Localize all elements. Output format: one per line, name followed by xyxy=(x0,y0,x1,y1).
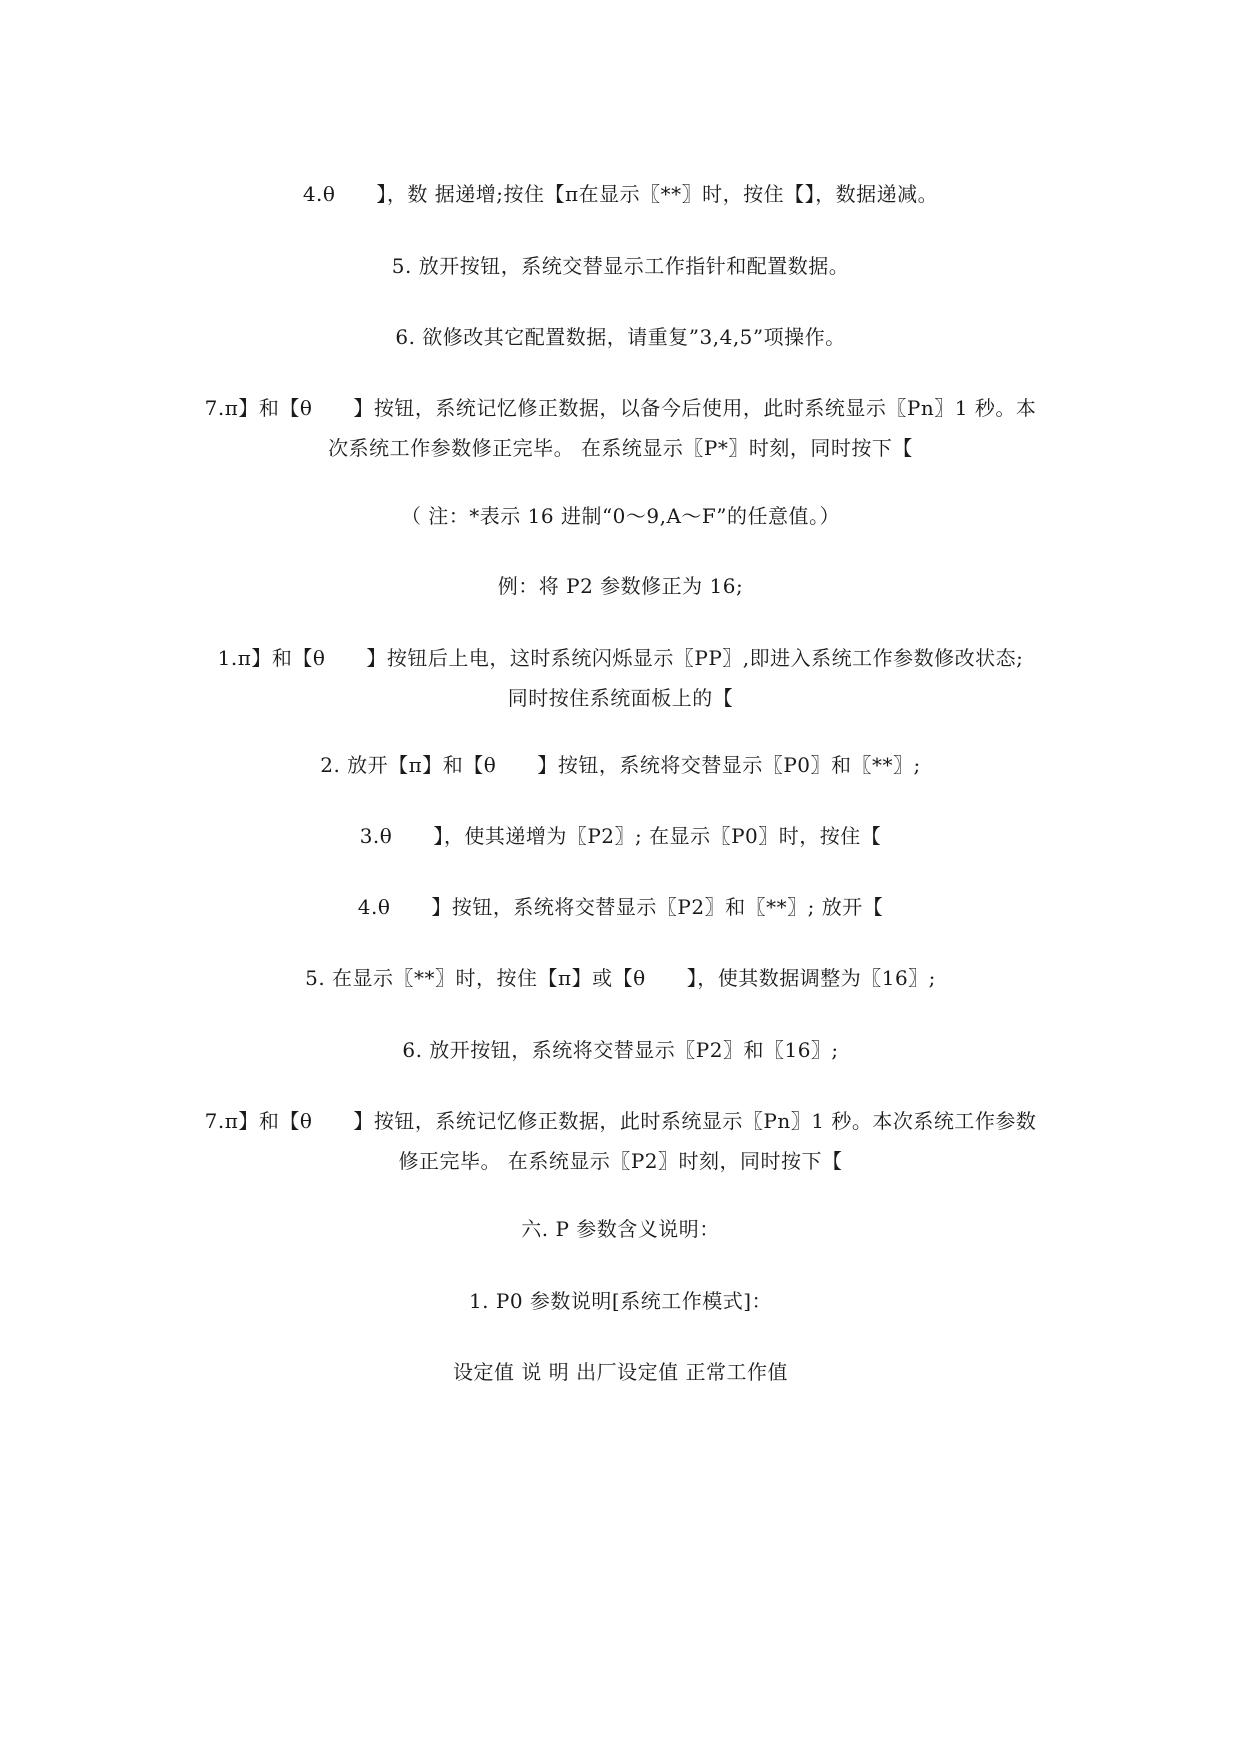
paragraph-step-4-increment xyxy=(150,174,1091,214)
table-header-row xyxy=(150,1352,1091,1392)
paragraph-example-step-5 xyxy=(150,958,1091,998)
text-line: 修正完毕。 在系统显示〖P2〗时刻，同时按下【 xyxy=(398,1149,843,1173)
text-line: 5. 在显示〖**〗时，按住【π】或【θ 】，使其数据调整为〖16〗; xyxy=(305,966,936,990)
paragraph-example-step-1 xyxy=(150,638,1091,718)
paragraph-example-step-2 xyxy=(150,745,1091,785)
text-line: 5. 放开按钮，系统交替显示工作指针和配置数据。 xyxy=(391,254,850,278)
text-line: 4.θ 】按钮，系统将交替显示〖P2〗和〖**〗; 放开【 xyxy=(357,895,884,919)
text-line: 4.θ 】，数 据递增;按住【π在显示〖**〗时，按住【】，数据递减。 xyxy=(302,182,939,206)
paragraph-example-step-4 xyxy=(150,887,1091,927)
text-line: （ 注：*表示 16 进制“0～9,A～F”的任意值。） xyxy=(400,504,841,528)
subsection-heading-p0 xyxy=(150,1281,1091,1321)
paragraph-example-title xyxy=(150,566,1091,606)
paragraph-note-hex xyxy=(150,496,1091,536)
paragraph-example-step-3 xyxy=(150,816,1091,856)
text-line: 1.π】和【θ 】按钮后上电，这时系统闪烁显示〖PP〗,即进入系统工作参数修改状态; xyxy=(217,646,1024,670)
text-line: 7.π】和【θ 】按钮，系统记忆修正数据，以备今后使用，此时系统显示〖Pn〗1 秒。本 xyxy=(204,396,1037,420)
text-line: 例：将 P2 参数修正为 16; xyxy=(497,574,744,598)
section-heading-p-params xyxy=(150,1209,1091,1249)
text-line: 3.θ 】，使其递增为〖P2〗; 在显示〖P0〗时，按住【 xyxy=(359,824,882,848)
paragraph-example-step-6 xyxy=(150,1030,1091,1070)
text-line: 同时按住系统面板上的【 xyxy=(507,686,734,710)
text-line: 次系统工作参数修正完毕。 在系统显示〖P*〗时刻，同时按下【 xyxy=(328,436,913,460)
text-line: 六. P 参数含义说明： xyxy=(521,1217,720,1241)
paragraph-step-6-repeat xyxy=(150,317,1091,357)
paragraph-step-7-save xyxy=(150,388,1091,468)
text-line: 设定值 说 明 出厂设定值 正常工作值 xyxy=(453,1360,788,1384)
paragraph-example-step-7 xyxy=(150,1101,1091,1181)
text-line: 7.π】和【θ 】按钮，系统记忆修正数据，此时系统显示〖Pn〗1 秒。本次系统工作参数 xyxy=(204,1109,1037,1133)
text-line: 1. P0 参数说明[系统工作模式]： xyxy=(468,1289,773,1313)
paragraph-step-5-release xyxy=(150,246,1091,286)
text-line: 6. 欲修改其它配置数据，请重复”3,4,5”项操作。 xyxy=(395,325,846,349)
text-line: 2. 放开【π】和【θ 】按钮，系统将交替显示〖P0〗和〖**〗; xyxy=(320,753,921,777)
text-line: 6. 放开按钮，系统将交替显示〖P2〗和〖16〗; xyxy=(402,1038,839,1062)
